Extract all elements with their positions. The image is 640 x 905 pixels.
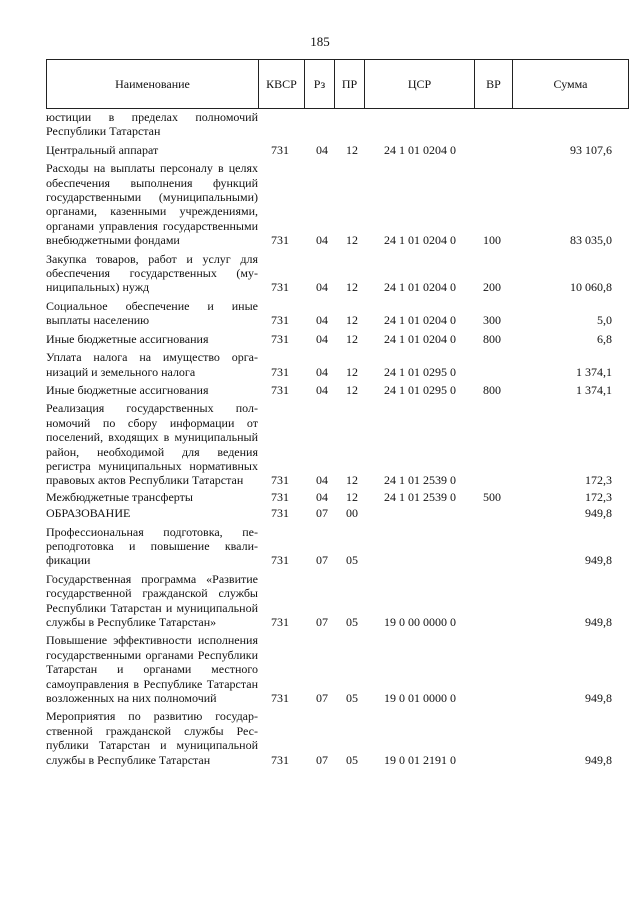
header-csr: ЦСР bbox=[365, 60, 475, 109]
row-sum: 172,3 bbox=[585, 473, 612, 488]
row-name: Уплата налога на имущество организаций и земельного налога bbox=[46, 350, 258, 379]
row-kvsr: 731 bbox=[271, 382, 289, 397]
row-rz: 07 bbox=[316, 553, 328, 568]
row-csr: 24 1 01 0204 0 bbox=[384, 313, 456, 328]
row-name: Мероприятия по развитию государственной гражданской службы Республики Татарстан и муниципальной службы в Республике Татарстан bbox=[46, 709, 258, 767]
row-kvsr: 731 bbox=[271, 506, 289, 521]
row-sum: 949,8 bbox=[585, 615, 612, 629]
table-row bbox=[46, 633, 628, 705]
row-csr: 19 0 00 0000 0 bbox=[384, 615, 456, 629]
table-header bbox=[46, 59, 629, 109]
table-row bbox=[46, 252, 628, 295]
row-pr: 05 bbox=[346, 615, 358, 629]
row-name: Межбюджетные трансферты bbox=[46, 489, 193, 504]
row-csr: 24 1 01 0204 0 bbox=[384, 142, 456, 157]
row-sum: 1 374,1 bbox=[576, 364, 612, 379]
row-kvsr: 731 bbox=[271, 331, 289, 346]
row-sum: 949,8 bbox=[585, 506, 612, 521]
table-row bbox=[46, 572, 628, 630]
row-csr: 24 1 01 0204 0 bbox=[384, 331, 456, 346]
table-body bbox=[46, 110, 628, 767]
row-csr: 24 1 01 0295 0 bbox=[384, 382, 456, 397]
row-csr: 24 1 01 0295 0 bbox=[384, 364, 456, 379]
row-csr: 19 0 01 2191 0 bbox=[384, 752, 456, 767]
row-sum: 949,8 bbox=[585, 553, 612, 568]
row-rz: 04 bbox=[316, 382, 328, 397]
row-csr: 24 1 01 2539 0 bbox=[384, 489, 456, 504]
row-rz: 07 bbox=[316, 506, 328, 521]
table-row bbox=[46, 490, 628, 504]
row-pr: 00 bbox=[346, 506, 358, 521]
row-vr: 300 bbox=[483, 313, 501, 328]
table-row bbox=[46, 506, 628, 520]
row-pr: 12 bbox=[346, 280, 358, 295]
table-row bbox=[46, 383, 628, 397]
row-name: Иные бюджетные ассигнования bbox=[46, 331, 209, 346]
header-pr: ПР bbox=[335, 60, 365, 109]
row-csr: 24 1 01 2539 0 bbox=[384, 473, 456, 488]
row-name: Повышение эффективности исполнения государственными органами Республики Татарстан и органами местного самоуправления в Республике Татарстан возложенных на них полномочий bbox=[46, 633, 258, 706]
row-pr: 12 bbox=[346, 364, 358, 379]
row-pr: 05 bbox=[346, 752, 358, 767]
row-sum: 83 035,0 bbox=[570, 233, 612, 248]
row-csr: 24 1 01 0204 0 bbox=[384, 233, 456, 248]
row-name: Расходы на выплаты персоналу в целях обеспечения выполнения функций государственными (муниципальными) органами, казенными учреждениями, органами управления государственными внебюджетными фондами bbox=[46, 161, 258, 248]
row-pr: 12 bbox=[346, 233, 358, 248]
table-row bbox=[46, 332, 628, 346]
header-name: Наименование bbox=[47, 60, 259, 109]
row-name: Иные бюджетные ассигнования bbox=[46, 382, 209, 397]
row-sum: 93 107,6 bbox=[570, 142, 612, 157]
row-pr: 12 bbox=[346, 382, 358, 397]
row-kvsr: 731 bbox=[271, 233, 289, 248]
row-csr: 24 1 01 0204 0 bbox=[384, 280, 456, 295]
header-sum: Сумма bbox=[513, 60, 629, 109]
row-rz: 07 bbox=[316, 615, 328, 629]
row-name: Центральный аппарат bbox=[46, 142, 159, 157]
row-sum: 1 374,1 bbox=[576, 382, 612, 397]
row-kvsr: 731 bbox=[271, 473, 289, 488]
row-vr: 800 bbox=[483, 382, 501, 397]
row-pr: 12 bbox=[346, 473, 358, 488]
row-name: ОБРАЗОВАНИЕ bbox=[46, 506, 131, 521]
row-vr: 500 bbox=[483, 489, 501, 504]
table-row bbox=[46, 110, 628, 139]
row-kvsr: 731 bbox=[271, 691, 289, 706]
page-number: 185 bbox=[310, 34, 330, 49]
row-sum: 949,8 bbox=[585, 752, 612, 767]
row-rz: 04 bbox=[316, 280, 328, 295]
row-rz: 04 bbox=[316, 331, 328, 346]
row-kvsr: 731 bbox=[271, 280, 289, 295]
row-vr: 200 bbox=[483, 280, 501, 295]
table-row bbox=[46, 525, 628, 568]
row-rz: 04 bbox=[316, 233, 328, 248]
row-kvsr: 731 bbox=[271, 364, 289, 379]
row-pr: 05 bbox=[346, 553, 358, 568]
row-csr: 19 0 01 0000 0 bbox=[384, 691, 456, 706]
row-rz: 07 bbox=[316, 691, 328, 706]
row-name: Профессиональная подготовка, переподготовка и повышение квалификации bbox=[46, 524, 258, 568]
row-rz: 04 bbox=[316, 489, 328, 504]
row-rz: 04 bbox=[316, 313, 328, 328]
row-rz: 04 bbox=[316, 473, 328, 488]
row-pr: 12 bbox=[346, 142, 358, 157]
row-name: юстиции в пределах полномочий Республики Татарстан bbox=[46, 110, 258, 139]
table-row bbox=[46, 401, 628, 487]
row-sum: 172,3 bbox=[585, 489, 612, 504]
table-row bbox=[46, 299, 628, 328]
header-vr: ВР bbox=[475, 60, 513, 109]
row-sum: 6,8 bbox=[597, 331, 612, 346]
table-row bbox=[46, 709, 628, 767]
row-pr: 05 bbox=[346, 691, 358, 706]
row-vr: 800 bbox=[483, 331, 501, 346]
row-pr: 12 bbox=[346, 313, 358, 328]
row-pr: 12 bbox=[346, 331, 358, 346]
row-kvsr: 731 bbox=[271, 752, 289, 767]
row-sum: 5,0 bbox=[597, 313, 612, 328]
row-pr: 12 bbox=[346, 489, 358, 504]
table-row bbox=[46, 143, 628, 157]
row-kvsr: 731 bbox=[271, 615, 289, 629]
row-sum: 949,8 bbox=[585, 691, 612, 706]
row-kvsr: 731 bbox=[271, 142, 289, 157]
row-name: Государственная программа «Развитие государственной гражданской службы Республики Татарстан и муниципальной службы в Республике Татарстан» bbox=[46, 571, 258, 629]
row-sum: 10 060,8 bbox=[570, 280, 612, 295]
row-name: Закупка товаров, работ и услуг для обеспечения государственных (муниципальных) нужд bbox=[46, 251, 258, 295]
row-kvsr: 731 bbox=[271, 553, 289, 568]
table-row bbox=[46, 161, 628, 247]
row-name: Реализация государственных полномочий по сбору информации от поселений, входящих в муниципальный район, необходимой для ведения регистра муниципальных нормативных правовых актов Республики Татарстан bbox=[46, 401, 258, 488]
header-kvsr: КВСР bbox=[259, 60, 305, 109]
row-name: Социальное обеспечение и иные выплаты населению bbox=[46, 298, 258, 328]
header-rz: Рз bbox=[305, 60, 335, 109]
row-rz: 04 bbox=[316, 142, 328, 157]
table-row bbox=[46, 350, 628, 379]
row-kvsr: 731 bbox=[271, 313, 289, 328]
row-rz: 07 bbox=[316, 752, 328, 767]
row-kvsr: 731 bbox=[271, 489, 289, 504]
row-vr: 100 bbox=[483, 233, 501, 248]
row-rz: 04 bbox=[316, 364, 328, 379]
